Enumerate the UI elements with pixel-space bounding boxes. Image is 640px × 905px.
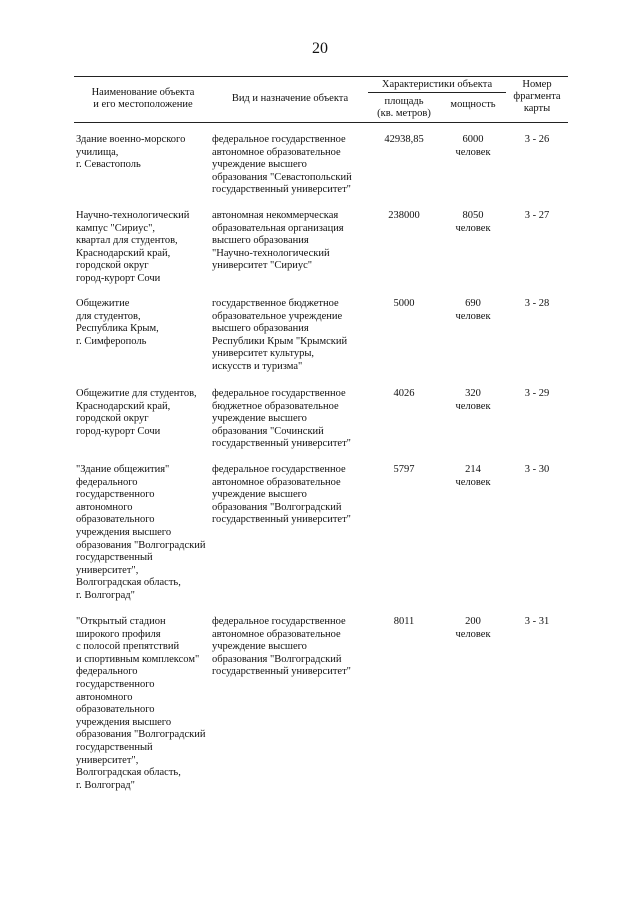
object-area: 42938,85	[384, 134, 424, 145]
page-number: 20	[312, 40, 328, 57]
object-capacity: 214 человек	[455, 464, 491, 488]
object-area: 8011	[393, 616, 415, 627]
object-fragment: 3 - 29	[524, 388, 550, 399]
object-fragment: 3 - 31	[524, 616, 550, 627]
object-name: Научно-технологический кампус "Сириус", квартал для студентов, Краснодарский край, городской округ город-курорт Сочи	[76, 210, 190, 284]
header-type-column: Вид и назначение объекта	[231, 93, 349, 104]
object-capacity: 320 человек	[455, 388, 491, 412]
header-fragment: Номер фрагмента карты	[513, 79, 561, 114]
header-name-column: Наименование объекта и его местоположение	[91, 87, 195, 110]
object-type: федеральное государственное бюджетное образовательное учреждение высшего образования "Сочинский государственный университет"	[212, 388, 351, 450]
object-name: Общежитие для студентов, Краснодарский край, городской округ город-курорт Сочи	[76, 388, 197, 437]
object-fragment: 3 - 30	[524, 464, 550, 475]
object-type: федеральное государственное автономное образовательное учреждение высшего образования "Волгоградский государственный университет"	[212, 616, 351, 678]
object-type: федеральное государственное автономное образовательное учреждение высшего образования "Волгоградский государственный университет"	[212, 464, 351, 526]
object-type: автономная некоммерческая образовательная организация высшего образования "Научно-технологический университет "Сириус"	[212, 210, 344, 272]
object-name: "Здание общежития" федерального государственного автономного образовательного учреждения высшего образования "Волгоградский государственный университет", Волгоградская область, г. Волгоград"	[76, 464, 206, 601]
object-area: 5000	[393, 298, 415, 309]
header-area: площадь (кв. метров)	[377, 96, 431, 119]
object-name: Общежитие для студентов, Республика Крым, г. Симферополь	[76, 298, 159, 347]
object-area: 238000	[388, 210, 420, 221]
object-capacity: 8050 человек	[455, 210, 491, 234]
header-capacity: мощность	[450, 99, 496, 110]
object-fragment: 3 - 26	[524, 134, 550, 145]
object-capacity: 6000 человек	[455, 134, 491, 158]
object-name: "Открытый стадион широкого профиля с полосой препятствий и спортивным комплексом" федерального государственного автономного образовательного учреждения высшего образования "Волгоградский государственный университет", Волгоградская область, г. Волгоград"	[76, 616, 206, 791]
object-fragment: 3 - 27	[524, 210, 550, 221]
object-capacity: 690 человек	[455, 298, 491, 322]
header-characteristics: Характеристики объекта	[381, 79, 493, 90]
object-type: федеральное государственное автономное образовательное учреждение высшего образования "Севастопольский государственный университет"	[212, 134, 352, 196]
object-area: 5797	[393, 464, 415, 475]
object-capacity: 200 человек	[455, 616, 491, 640]
header-characteristics-rule	[368, 92, 506, 93]
header-top-rule	[74, 76, 568, 77]
object-fragment: 3 - 28	[524, 298, 550, 309]
object-area: 4026	[393, 388, 415, 399]
header-bottom-rule	[74, 122, 568, 123]
object-type: государственное бюджетное образовательное учреждение высшего образования Республики Крым "Крымский университет культуры, искусств и туризма"	[212, 298, 348, 372]
object-name: Здание военно-морского училища, г. Севастополь	[76, 134, 186, 171]
